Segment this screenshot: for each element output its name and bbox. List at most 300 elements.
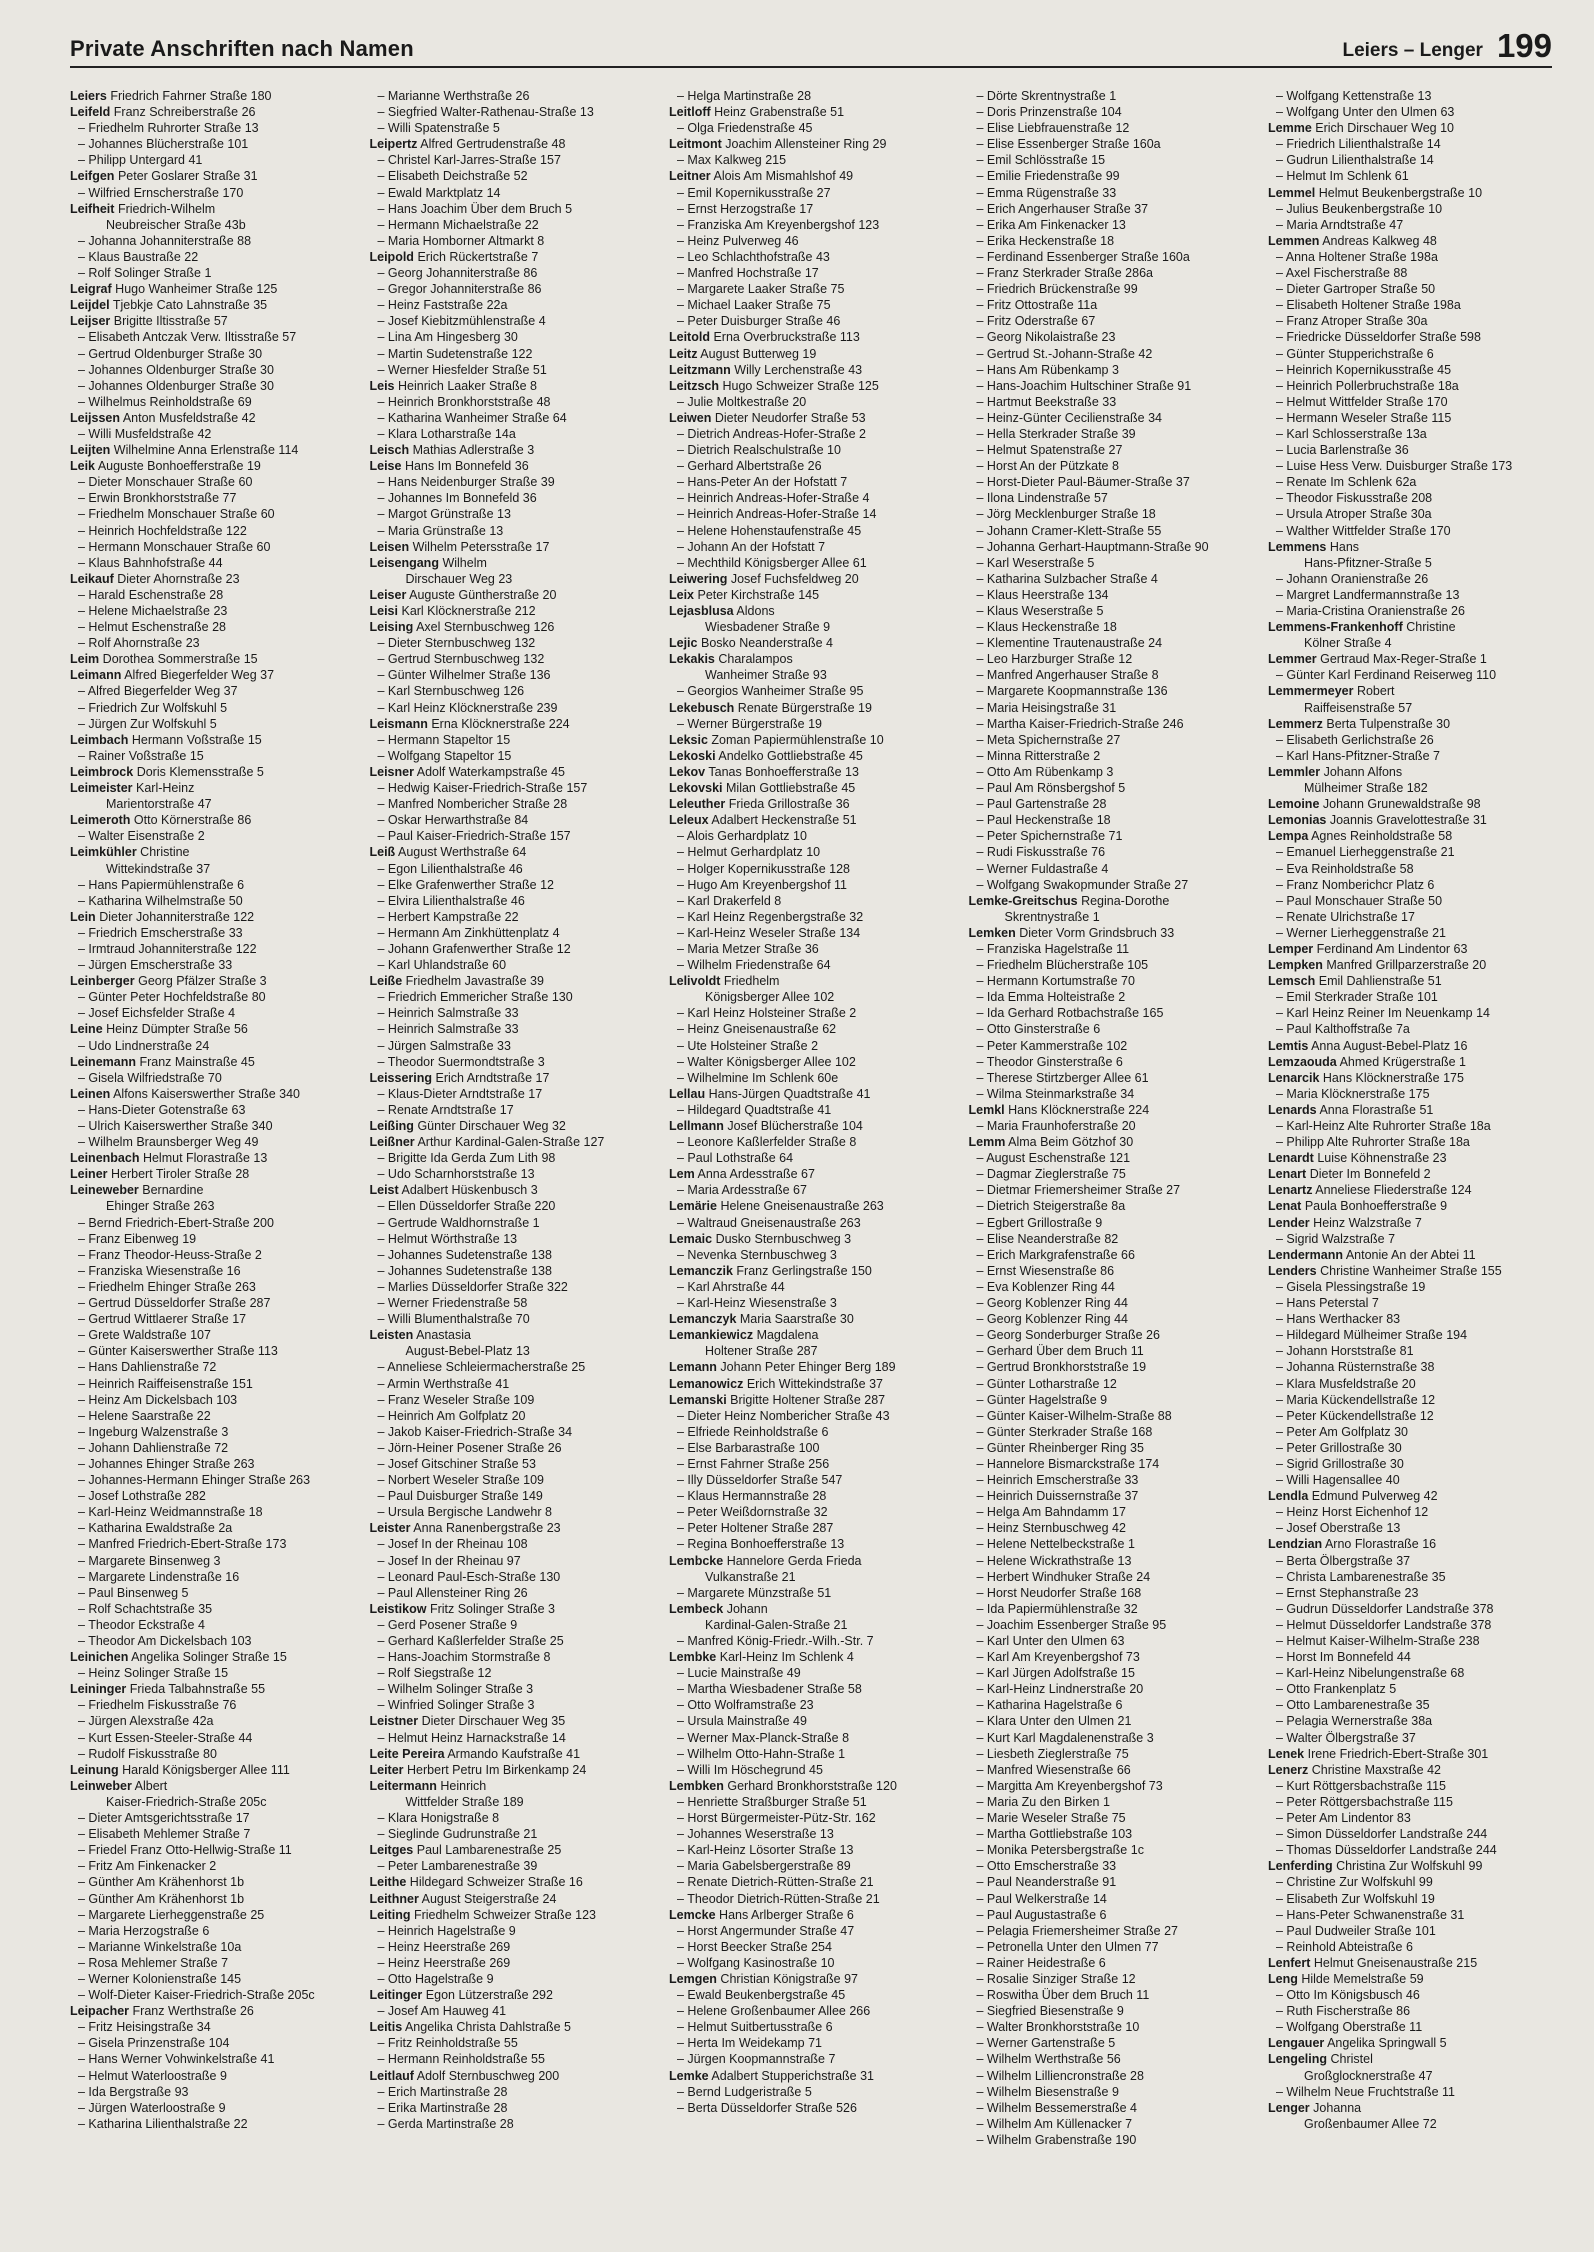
- entry-text: – Peter Spichernstraße 71: [976, 829, 1123, 844]
- entry-text: Dieter Dirschauer Weg 35: [421, 1714, 566, 1729]
- entry-text: Axel Sternbuschweg 126: [416, 620, 555, 635]
- entry-text: Hermann Voßstraße 15: [131, 732, 262, 747]
- directory-entry: [669, 796, 953, 812]
- directory-entry: [1268, 1601, 1552, 1617]
- entry-text: – Otto Frankenplatz 5: [1276, 1682, 1397, 1697]
- directory-entry: [70, 1359, 354, 1375]
- directory-entry: [70, 185, 354, 201]
- directory-entry: [370, 2003, 654, 2019]
- entry-text: August Steigerstraße 24: [421, 1891, 557, 1906]
- entry-text: – Peter Am Lindentor 83: [1276, 1811, 1411, 1826]
- entry-text: – Margitta Am Kreyenbergshof 73: [976, 1778, 1163, 1793]
- surname: Leitlauf: [369, 2068, 414, 2083]
- directory-entry: [70, 1778, 354, 1794]
- entry-text: – Helmut Wörthstraße 13: [377, 1231, 518, 1246]
- entry-text: – Helmut Gerhardplatz 10: [677, 845, 821, 860]
- directory-entry: [969, 796, 1253, 812]
- entry-text: – Christine Zur Wolfskuhl 99: [1276, 1875, 1433, 1890]
- directory-entry: [1268, 1376, 1552, 1392]
- surname: Lekov: [669, 764, 706, 779]
- directory-entry: [969, 410, 1253, 426]
- entry-text: – Marie Weseler Straße 75: [976, 1811, 1126, 1826]
- entry-text: Erich Wittekindstraße 37: [746, 1376, 883, 1391]
- entry-text: – Helmut Kaiser-Wilhelm-Straße 238: [1276, 1634, 1480, 1648]
- entry-text: – Gerhard Albertstraße 26: [677, 459, 822, 474]
- directory-entry: [70, 1343, 354, 1359]
- entry-text: – August Eschenstraße 121: [976, 1151, 1131, 1166]
- directory-entry: [669, 297, 953, 313]
- entry-text: – Johannes-Hermann Ehinger Straße 263: [78, 1473, 311, 1488]
- directory-entry: [70, 716, 354, 732]
- directory-entry: [669, 2019, 953, 2035]
- surname: Leijten: [70, 443, 111, 458]
- entry-text: Dieter Im Bonnefeld 2: [1309, 1167, 1431, 1182]
- entry-text: Frieda Grillostraße 36: [728, 797, 850, 812]
- entry-text: – Heinrich Hochfeldstraße 122: [78, 523, 247, 538]
- entry-text: Neubreischer Straße 43b: [106, 217, 246, 232]
- entry-text: – Margarete Koopmannstraße 136: [976, 684, 1168, 699]
- entry-text: – Erika Am Finkenacker 13: [976, 217, 1126, 232]
- entry-text: – Johannes Blücherstraße 101: [78, 137, 249, 152]
- entry-text: – Heinz Horst Eichenhof 12: [1276, 1505, 1429, 1520]
- entry-text: Bernardine: [142, 1183, 204, 1198]
- directory-entry: [669, 506, 953, 522]
- entry-text: – Ursula Mainstraße 49: [677, 1714, 807, 1729]
- entry-text: – Karl Sternbuschweg 126: [377, 684, 525, 699]
- entry-text: – Margarete Lierheggenstraße 25: [78, 1907, 265, 1922]
- surname: Lemsch: [1268, 974, 1316, 989]
- directory-entry: [370, 1215, 654, 1231]
- entry-text: – Alfred Biegerfelder Weg 37: [78, 684, 238, 699]
- entry-text: – Heinrich Salmstraße 33: [377, 1006, 519, 1021]
- entry-text: – Leonard Paul-Esch-Straße 130: [377, 1569, 561, 1584]
- entry-text: – Hermann Stapeltor 15: [377, 732, 511, 747]
- entry-text: – Helene Saarstraße 22: [78, 1408, 211, 1423]
- directory-entry: [370, 1536, 654, 1552]
- directory-entry: [370, 1826, 654, 1842]
- surname: Leitzsch: [669, 378, 720, 393]
- directory-entry: [1268, 1327, 1552, 1343]
- directory-entry: [669, 490, 953, 506]
- directory-entry: [370, 957, 654, 973]
- entry-text: – Horst Bürgermeister-Pütz-Str. 162: [677, 1811, 876, 1826]
- entry-text: – Elke Grafenwerther Straße 12: [377, 877, 554, 892]
- directory-entry: [969, 1118, 1253, 1134]
- entry-text: – Helmut Im Schlenk 61: [1276, 169, 1409, 184]
- entry-text: – Maria Grünstraße 13: [377, 523, 504, 538]
- entry-text: – Johannes Sudetenstraße 138: [377, 1263, 552, 1278]
- directory-entry: [70, 1762, 354, 1778]
- directory-entry: [370, 2100, 654, 2116]
- directory-entry: [669, 973, 953, 989]
- entry-text: Herbert Tiroler Straße 28: [111, 1167, 250, 1182]
- entry-text: Friedhelm Schweizer Straße 123: [413, 1907, 596, 1922]
- directory-entry: [70, 394, 354, 410]
- directory-entry: [1268, 329, 1552, 345]
- directory-entry: [969, 989, 1253, 1005]
- directory-entry: [370, 587, 654, 603]
- directory-entry: [70, 1150, 354, 1166]
- directory-entry: [1268, 651, 1552, 667]
- directory-entry: [370, 329, 654, 345]
- entry-text: Dorothea Sommerstraße 15: [102, 652, 258, 667]
- directory-entry: [969, 877, 1253, 893]
- entry-text: – Günter Hagelstraße 9: [976, 1392, 1108, 1407]
- entry-text: – Heinrich Am Golfplatz 20: [377, 1408, 526, 1423]
- directory-entry: [370, 603, 654, 619]
- entry-text: Adalbert Stupperichstraße 31: [711, 2068, 874, 2083]
- directory-entry: [669, 1102, 953, 1118]
- entry-text: – Wilhelm Friedenstraße 64: [677, 958, 831, 973]
- entry-text: Ferdinand Am Lindentor 63: [1316, 941, 1468, 956]
- entry-text: – Jakob Kaiser-Friedrich-Straße 34: [377, 1424, 573, 1439]
- entry-text: – Werner Lierheggenstraße 21: [1276, 925, 1447, 940]
- entry-text: – Paul Kaiser-Friedrich-Straße 157: [377, 829, 571, 844]
- directory-entry: [669, 700, 953, 716]
- entry-text: – Werner Hiesfelder Straße 51: [377, 362, 547, 377]
- entry-text: – Otto Emscherstraße 33: [976, 1859, 1117, 1874]
- entry-text: – Renate Ulrichstraße 17: [1276, 909, 1415, 924]
- entry-text: – Therese Stirtzberger Allee 61: [976, 1070, 1149, 1085]
- surname: Lemoine: [1268, 797, 1320, 812]
- directory-entry: [969, 297, 1253, 313]
- directory-entry: [1268, 1488, 1552, 1504]
- entry-text: – Brigitte Ida Gerda Zum Lith 98: [377, 1151, 556, 1166]
- entry-text: – Hans Am Rübenkamp 3: [976, 362, 1119, 377]
- entry-text: Wilhelmine Anna Erlenstraße 114: [113, 443, 299, 458]
- entry-text: – Hartmut Beekstraße 33: [976, 394, 1117, 409]
- entry-text: – Doris Prinzenstraße 104: [976, 105, 1122, 120]
- entry-text: – Rosalie Sinziger Straße 12: [976, 1971, 1136, 1986]
- entry-text: – Hermann Kortumstraße 70: [976, 974, 1135, 989]
- directory-entry: [370, 1633, 654, 1649]
- directory-entry: [669, 1746, 953, 1762]
- directory-entry: [370, 861, 654, 877]
- surname: Lejasblusa: [669, 604, 734, 618]
- surname: Lenardt: [1268, 1151, 1314, 1166]
- column-2: [370, 88, 654, 2238]
- surname: Leißner: [369, 1135, 415, 1150]
- entry-text: – Karl-Heinz Nibelungenstraße 68: [1276, 1666, 1465, 1681]
- entry-text: – Regina Bonhoefferstraße 13: [677, 1537, 845, 1552]
- directory-entry: [969, 1713, 1253, 1729]
- directory-entry: [669, 909, 953, 925]
- surname: Lemmel: [1268, 185, 1316, 200]
- directory-entry: [669, 1005, 953, 1021]
- entry-text: – Otto Hagelstraße 9: [377, 1971, 494, 1986]
- directory-entry: [969, 1633, 1253, 1649]
- directory-entry: [969, 1617, 1253, 1633]
- surname: Lemmen: [1268, 233, 1320, 248]
- directory-entry: [969, 2100, 1253, 2116]
- directory-entry: [70, 2051, 354, 2067]
- directory-entry: [70, 1713, 354, 1729]
- directory-entry: [669, 1730, 953, 1746]
- entry-text: – Otto Wolframstraße 23: [677, 1698, 814, 1713]
- entry-text: – Wolfgang Oberstraße 11: [1276, 2020, 1423, 2035]
- directory-entry: [969, 329, 1253, 345]
- directory-entry: [969, 1070, 1253, 1086]
- entry-text: – Joachim Essenberger Straße 95: [976, 1617, 1167, 1632]
- entry-text: – Erich Angerhauser Straße 37: [976, 201, 1149, 216]
- surname: Leiwen: [669, 410, 712, 425]
- directory-entry: [1268, 1923, 1552, 1939]
- entry-text: – Christel Karl-Jarres-Straße 157: [377, 153, 561, 168]
- surname: Leismann: [369, 716, 428, 731]
- directory-entry: [1268, 1472, 1552, 1488]
- entry-text: – Werner Kolonienstraße 145: [78, 1971, 242, 1986]
- entry-text: Hans-Pfitzner-Straße 5: [1304, 555, 1432, 570]
- entry-text: Hans Im Bonnefeld 36: [404, 459, 529, 474]
- entry-text: – Fritz Oderstraße 67: [976, 314, 1096, 329]
- entry-text: Herbert Petru Im Birkenkamp 24: [407, 1762, 587, 1777]
- directory-entry: [969, 217, 1253, 233]
- entry-text: – Margret Landfermannstraße 13: [1276, 587, 1460, 602]
- directory-entry: [669, 1504, 953, 1520]
- entry-text: – Gisela Plessingstraße 19: [1276, 1279, 1426, 1294]
- directory-entry: [969, 619, 1253, 635]
- entry-text: – Elfriede Reinholdstraße 6: [677, 1424, 829, 1439]
- surname: Leijssen: [70, 410, 121, 425]
- surname: Leipertz: [369, 137, 418, 152]
- directory-entry: [669, 877, 953, 893]
- entry-text: – Emma Rügenstraße 33: [976, 185, 1117, 200]
- surname: Leist: [369, 1183, 399, 1198]
- entry-text: – Günter Stupperichstraße 6: [1276, 346, 1434, 361]
- entry-text: – Minna Ritterstraße 2: [976, 748, 1101, 763]
- directory-entry: [969, 136, 1253, 152]
- directory-entry: [669, 1553, 953, 1569]
- surname: Leifheit: [70, 201, 115, 216]
- surname: Leim: [70, 652, 100, 667]
- entry-text: – Theodor Fiskusstraße 208: [1276, 491, 1433, 506]
- entry-text: – Wilhelm Bessemerstraße 4: [976, 2100, 1137, 2115]
- directory-entry: [969, 1553, 1253, 1569]
- entry-text: – Bernd Friedrich-Ebert-Straße 200: [78, 1215, 274, 1230]
- directory-entry: [1268, 1585, 1552, 1601]
- surname: Leijdel: [70, 298, 110, 313]
- directory-entry: [1268, 1311, 1552, 1327]
- directory-entry: [1268, 1681, 1552, 1697]
- directory-entry: [370, 716, 654, 732]
- directory-entry: [370, 764, 654, 780]
- entry-text: – Jörg Mecklenburger Straße 18: [976, 507, 1156, 522]
- entry-text: – Karl-Heinz Alte Ruhrorter Straße 18a: [1276, 1119, 1491, 1133]
- directory-entry: [669, 362, 953, 378]
- directory-entry: [70, 796, 354, 812]
- directory-entry: [969, 1681, 1253, 1697]
- directory-entry: [370, 152, 654, 168]
- entry-text: Emil Dahlienstraße 51: [1318, 974, 1442, 989]
- entry-text: – Wilhelm Braunsberger Weg 49: [78, 1135, 259, 1150]
- entry-text: – Walter Bronkhorststraße 10: [976, 2020, 1140, 2035]
- directory-entry: [1268, 523, 1552, 539]
- directory-entry: [969, 1247, 1253, 1263]
- directory-entry: [70, 732, 354, 748]
- entry-text: – Herbert Windhuker Straße 24: [976, 1569, 1151, 1584]
- entry-text: – Paul Heckenstraße 18: [976, 813, 1111, 828]
- entry-text: – Monika Petersbergstraße 1c: [976, 1843, 1144, 1858]
- entry-text: – Dietrich Realschulstraße 10: [677, 443, 841, 458]
- entry-text: – Karl Heinz Klöcknerstraße 239: [377, 700, 558, 715]
- directory-entry: [370, 1247, 654, 1263]
- directory-entry: [969, 378, 1253, 394]
- surname: Lembken: [669, 1778, 724, 1793]
- entry-text: – Johanna Johanniterstraße 88: [78, 233, 252, 248]
- surname: Lender: [1268, 1215, 1310, 1230]
- directory-entry: [70, 1633, 354, 1649]
- directory-entry: [669, 2084, 953, 2100]
- entry-text: – Paul Duisburger Straße 149: [377, 1489, 543, 1504]
- directory-entry: [1268, 1794, 1552, 1810]
- entry-text: Hugo Schweizer Straße 125: [722, 378, 879, 393]
- directory-entry: [969, 973, 1253, 989]
- directory-entry: [1268, 1005, 1552, 1021]
- entry-text: – Rosa Mehlemer Straße 7: [78, 1955, 229, 1970]
- entry-text: Alfred Biegerfelder Weg 37: [124, 668, 275, 683]
- surname: Lenfert: [1268, 1955, 1311, 1970]
- directory-entry: [1268, 233, 1552, 249]
- entry-text: – Rudolf Fiskusstraße 80: [78, 1746, 217, 1761]
- directory-entry: [669, 1021, 953, 1037]
- entry-text: – Karl Ahrstraße 44: [677, 1279, 785, 1294]
- directory-entry: [969, 667, 1253, 683]
- entry-text: – Emil Schlösstraße 15: [976, 153, 1106, 168]
- entry-text: – Hermann Michaelstraße 22: [377, 217, 539, 232]
- directory-entry: [70, 1923, 354, 1939]
- entry-text: – Werner Gartenstraße 5: [976, 2036, 1116, 2051]
- directory-entry: [1268, 1633, 1552, 1649]
- directory-entry: [1268, 861, 1552, 877]
- directory-entry: [370, 780, 654, 796]
- entry-text: – Lucie Mainstraße 49: [677, 1666, 801, 1681]
- directory-entry: [370, 1504, 654, 1520]
- directory-entry: [70, 1231, 354, 1247]
- directory-entry: [969, 1730, 1253, 1746]
- entry-text: – Udo Scharnhorststraße 13: [377, 1167, 535, 1182]
- directory-entry: [1268, 1697, 1552, 1713]
- directory-entry: [70, 2068, 354, 2084]
- entry-text: – Karl Weserstraße 5: [976, 555, 1095, 570]
- entry-text: Christina Zur Wolfskuhl 99: [1336, 1859, 1483, 1874]
- entry-text: Anastasia: [416, 1328, 471, 1343]
- directory-entry: [70, 1376, 354, 1392]
- entry-text: – Manfred Friedrich-Ebert-Straße 173: [78, 1537, 287, 1552]
- entry-text: – Peter Duisburger Straße 46: [677, 314, 841, 329]
- directory-entry: [70, 635, 354, 651]
- directory-entry: [969, 120, 1253, 136]
- directory-entry: [70, 651, 354, 667]
- directory-entry: [669, 2068, 953, 2084]
- directory-entry: [370, 941, 654, 957]
- directory-entry: [1268, 346, 1552, 362]
- directory-entry: [1268, 313, 1552, 329]
- entry-text: Peter Kirchstraße 145: [697, 587, 820, 602]
- entry-text: – Katharina Sulzbacher Straße 4: [976, 571, 1158, 586]
- entry-text: Joachim Allensteiner Ring 29: [725, 137, 887, 152]
- entry-text: Heinrich: [440, 1778, 487, 1793]
- surname: Leitges: [369, 1843, 414, 1858]
- surname: Leigraf: [70, 282, 112, 297]
- entry-text: Hans Klöcknerstraße 224: [1008, 1102, 1150, 1117]
- directory-entry: [969, 362, 1253, 378]
- directory-entry: [70, 2035, 354, 2051]
- directory-entry: [1268, 1086, 1552, 1102]
- directory-entry: [70, 1038, 354, 1054]
- directory-entry: [669, 2003, 953, 2019]
- directory-entry: [370, 1488, 654, 1504]
- directory-entry: [70, 603, 354, 619]
- entry-text: – Hermann Reinholdstraße 55: [377, 2052, 545, 2067]
- entry-text: – Renate Im Schlenk 62a: [1276, 475, 1417, 490]
- directory-entry: [669, 828, 953, 844]
- directory-entry: [969, 861, 1253, 877]
- directory-entry: [669, 1713, 953, 1729]
- entry-text: Vulkanstraße 21: [705, 1569, 796, 1584]
- directory-entry: [669, 2051, 953, 2067]
- directory-entry: [70, 1907, 354, 1923]
- entry-text: Robert: [1356, 684, 1395, 699]
- entry-text: – Otto Im Königsbusch 46: [1276, 1988, 1420, 2003]
- directory-entry: [1268, 136, 1552, 152]
- surname: Leinberger: [70, 974, 135, 989]
- surname: Leistner: [369, 1714, 419, 1729]
- entry-text: Helmut Florastraße 13: [142, 1151, 268, 1166]
- directory-entry: [669, 474, 953, 490]
- directory-entry: [70, 426, 354, 442]
- entry-text: Holtener Straße 287: [705, 1344, 818, 1359]
- entry-text: Adalbert Heckenstraße 51: [711, 813, 857, 828]
- directory-entry: [669, 1601, 953, 1617]
- directory-entry: [1268, 1070, 1552, 1086]
- entry-text: – Ursula Bergische Landwehr 8: [377, 1505, 552, 1520]
- surname: Lendla: [1268, 1489, 1309, 1504]
- directory-entry: [370, 1086, 654, 1102]
- surname: Leimbrock: [70, 764, 134, 779]
- directory-entry: [669, 185, 953, 201]
- entry-text: – Anneliese Schleiermacherstraße 25: [377, 1360, 586, 1375]
- directory-entry: [669, 1536, 953, 1552]
- directory-entry: [669, 764, 953, 780]
- surname: Leitold: [669, 330, 710, 345]
- entry-text: – Elisabeth Zur Wolfskuhl 19: [1276, 1891, 1435, 1906]
- directory-entry: [969, 426, 1253, 442]
- surname: Lembeck: [669, 1601, 724, 1616]
- entry-text: Marientorstraße 47: [106, 797, 212, 812]
- directory-entry: [70, 941, 354, 957]
- entry-text: – Josef Lothstraße 282: [78, 1489, 206, 1504]
- directory-entry: [1268, 700, 1552, 716]
- directory-entry: [969, 1585, 1253, 1601]
- entry-text: – Helene Nettelbeckstraße 1: [976, 1537, 1135, 1552]
- directory-entry: [370, 1376, 654, 1392]
- entry-text: – Helga Martinstraße 28: [677, 89, 812, 103]
- surname: Lemper: [1268, 941, 1314, 956]
- directory-entry: [1268, 201, 1552, 217]
- directory-entry: [969, 925, 1253, 941]
- directory-entry: [1268, 1520, 1552, 1536]
- entry-text: Magdalena: [756, 1328, 819, 1343]
- page-header: [70, 14, 1552, 68]
- entry-text: – Friedhelm Monschauer Straße 60: [78, 507, 275, 522]
- directory-entry: [969, 1746, 1253, 1762]
- directory-entry: [669, 88, 953, 104]
- directory-entry: [669, 861, 953, 877]
- entry-text: – Wilhelmus Reinholdstraße 69: [78, 394, 252, 409]
- directory-entry: [70, 973, 354, 989]
- entry-text: – Gertrud Sternbuschweg 132: [377, 652, 545, 667]
- directory-entry: [1268, 925, 1552, 941]
